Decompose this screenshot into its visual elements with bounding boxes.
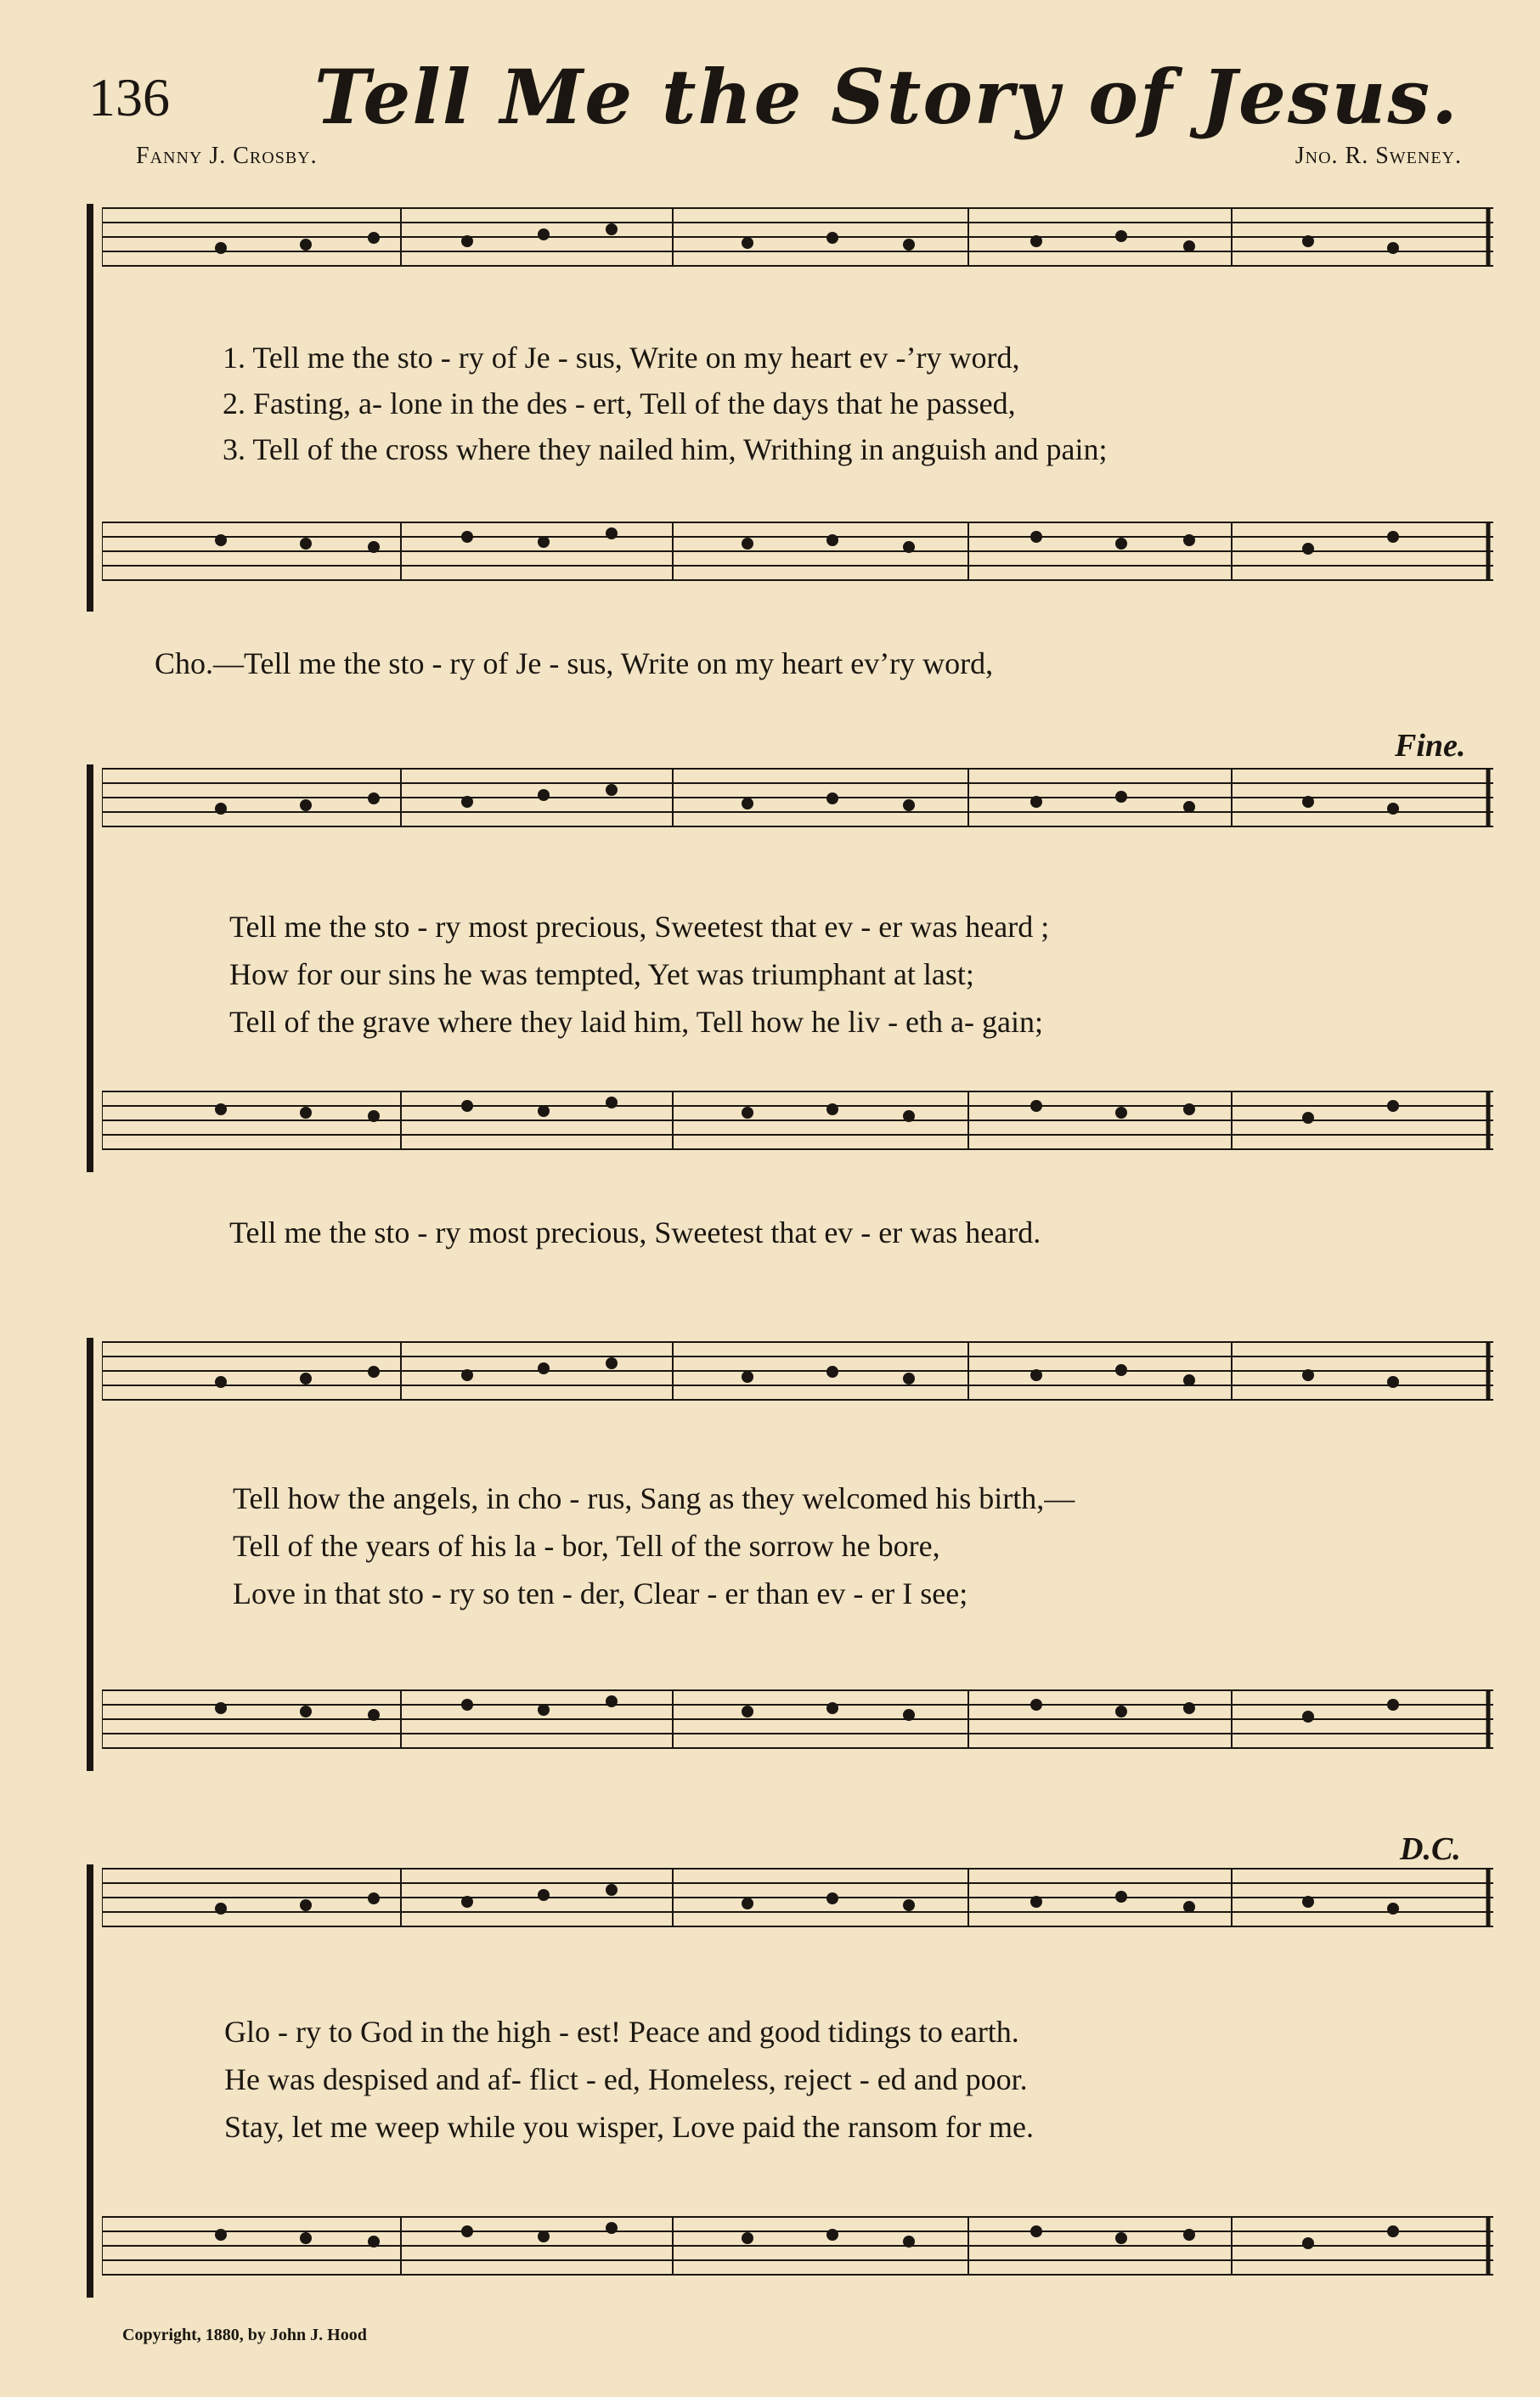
dc-marker: D.C. — [1400, 1831, 1461, 1867]
bass-staff — [102, 1686, 1493, 1752]
copyright-notice: Copyright, 1880, by John J. Hood — [122, 2326, 367, 2344]
author: Fanny J. Crosby. — [136, 143, 318, 169]
verse-line-3: Tell of the grave where they laid him, Tell how he liv - eth a- gain; — [229, 1005, 1043, 1039]
bass-staff-lines — [102, 2213, 1493, 2279]
treble-staff — [102, 1338, 1493, 1404]
hymn-title: Tell Me the Story of Jesus. — [314, 53, 1459, 141]
verse-line-3: Love in that sto - ry so ten - der, Clear - er than ev - er I see; — [233, 1576, 968, 1610]
chorus-line: Tell me the sto - ry most precious, Sweetest that ev - er was heard. — [229, 1215, 1041, 1249]
treble-staff — [102, 764, 1493, 831]
verse-line-2: 2. Fasting, a- lone in the des - ert, Tell of the days that he passed, — [223, 386, 1016, 420]
system-bracket — [87, 764, 93, 1172]
bass-staff — [102, 518, 1493, 584]
bass-staff — [102, 2213, 1493, 2279]
verse-line-3: 3. Tell of the cross where they nailed him, Writhing in anguish and pain; — [223, 432, 1108, 466]
bass-staff-lines — [102, 1686, 1493, 1752]
system-bracket — [87, 1338, 93, 1771]
bass-staff — [102, 1087, 1493, 1153]
system-bracket — [87, 204, 93, 612]
verse-line-2: Tell of the years of his la - bor, Tell of the sorrow he bore, — [233, 1529, 940, 1563]
verse-line-1: Glo - ry to God in the high - est! Peace and good tidings to earth. — [224, 2015, 1019, 2049]
treble-staff — [102, 204, 1493, 270]
bass-staff-lines — [102, 1087, 1493, 1153]
system-bracket — [87, 1864, 93, 2298]
treble-staff — [102, 1864, 1493, 1931]
treble-staff-lines — [102, 1864, 1493, 1931]
treble-staff-lines — [102, 1338, 1493, 1404]
treble-staff-lines — [102, 764, 1493, 831]
fine-marker: Fine. — [1395, 728, 1466, 764]
verse-line-2: He was despised and af- flict - ed, Homeless, reject - ed and poor. — [224, 2062, 1028, 2096]
verse-line-1: Tell me the sto - ry most precious, Sweetest that ev - er was heard ; — [229, 910, 1050, 944]
verse-line-1: 1. Tell me the sto - ry of Je - sus, Write on my heart ev -’ry word, — [223, 341, 1020, 375]
verse-line-2: How for our sins he was tempted, Yet was triumphant at last; — [229, 957, 974, 991]
bass-staff-lines — [102, 518, 1493, 584]
chorus-line: Cho.—Tell me the sto - ry of Je - sus, Write on my heart ev’ry word, — [155, 646, 994, 680]
verse-line-3: Stay, let me weep while you wisper, Love paid the ransom for me. — [224, 2110, 1034, 2144]
treble-staff-lines — [102, 204, 1493, 270]
verse-line-1: Tell how the angels, in cho - rus, Sang as they welcomed his birth,— — [233, 1481, 1075, 1515]
composer: Jno. R. Sweney. — [1295, 143, 1462, 169]
page-number: 136 — [88, 67, 170, 127]
